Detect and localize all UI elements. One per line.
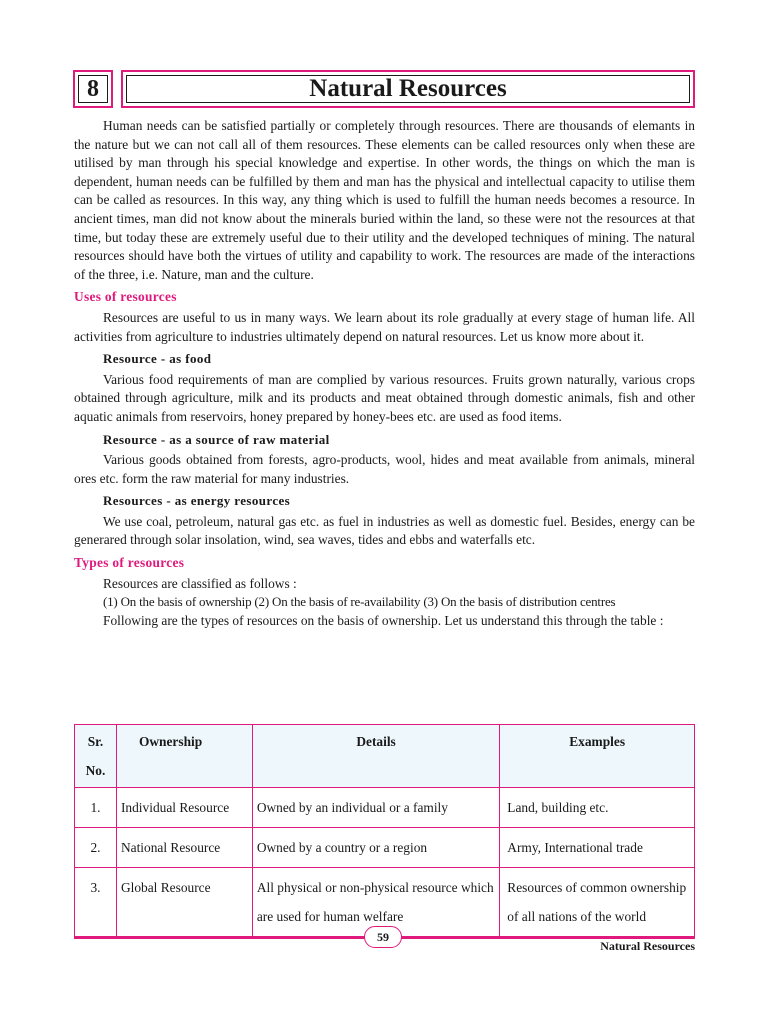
ownership-table xyxy=(74,724,695,937)
chapter-title-text: Natural Resources xyxy=(309,75,507,102)
food-heading: Resource - as food xyxy=(103,351,212,367)
types-line-1: Resources are classified as follows : xyxy=(103,575,297,591)
cell-sr: 2. xyxy=(75,828,117,868)
cell-details: Owned by an individual or a family xyxy=(252,788,499,828)
raw-material-paragraph: Various goods obtained from forests, agro-products, wool, hides and meat available from animals, mineral ores etc. form the raw material for many industries. xyxy=(74,452,695,486)
header-examples: Examples xyxy=(500,725,695,788)
header-ownership: Ownership xyxy=(116,725,252,788)
uses-heading: Uses of resources xyxy=(74,289,177,305)
cell-details: Owned by a country or a region xyxy=(252,828,499,868)
cell-details: All physical or non-physical resource which are used for human welfare xyxy=(252,868,499,937)
cell-examples: Resources of common ownership of all nations of the world xyxy=(500,868,695,937)
types-line-2: (1) On the basis of ownership (2) On the basis of re-availability (3) On the basis of distribution centres xyxy=(103,594,616,610)
page-content xyxy=(74,117,695,630)
cell-examples: Army, International trade xyxy=(500,828,695,868)
cell-ownership: National Resource xyxy=(116,828,252,868)
types-heading: Types of resources xyxy=(74,555,185,571)
energy-heading: Resources - as energy resources xyxy=(103,493,291,509)
page-number xyxy=(364,926,402,948)
header-details: Details xyxy=(252,725,499,788)
footer-title: Natural Resources xyxy=(600,939,695,953)
raw-material-heading: Resource - as a source of raw material xyxy=(103,431,330,447)
cell-ownership: Individual Resource xyxy=(116,788,252,828)
table-row xyxy=(75,828,695,868)
cell-examples: Land, building etc. xyxy=(500,788,695,828)
chapter-number-text: 8 xyxy=(87,75,99,102)
types-line-3: Following are the types of resources on the basis of ownership. Let us understand this through the table : xyxy=(103,612,664,628)
table-row xyxy=(75,788,695,828)
header-sr-no: Sr. No. xyxy=(75,725,117,788)
cell-sr: 3. xyxy=(75,868,117,937)
food-paragraph: Various food requirements of man are complied by various resources. Fruits grown naturally, various crops obtained through agriculture, milk and its products and meat obtained through domestic animals, fish and other aquatic animals from reservoirs, honey prepared by honey-bees etc. are used as food items. xyxy=(74,371,695,424)
chapter-number xyxy=(73,70,113,108)
page-number-text: 59 xyxy=(377,929,389,944)
intro-paragraph: Human needs can be satisfied partially or completely through resources. There are thousands of elemants in the nature but we can not call all of them resources. These elements can be called resources only when these are utilised by man through his special knowledge and expertise. In other words, the things on which the man is dependent, human needs can be fulfilled by them and man has the physical and intellectual capacity to utilise them can be called as resources. In this way, any thing which is used to fulfill the human needs becomes a resource. In ancient times, man did not know about the minerals buried within the land, so these were not the resources at that time, but today these are extremely useful due to their utility and the developed techniques of mining. The natural resources should have both the virtues of utility and capability to work. The resources are made of the interactions of the three, i.e. Nature, man and the culture. xyxy=(74,118,695,282)
energy-paragraph: We use coal, petroleum, natural gas etc. as fuel in industries as well as domestic fuel. Besides, energy can be generared through solar insolation, wind, sea waves, tides and ebbs and waterfalls etc. xyxy=(74,513,695,548)
cell-sr: 1. xyxy=(75,788,117,828)
uses-paragraph: Resources are useful to us in many ways. We learn about its role gradually at every stage of human life. All activities from agriculture to industries ultimately depend on natural resources. Let us know more about it. xyxy=(74,309,695,344)
chapter-title xyxy=(121,70,695,108)
cell-ownership: Global Resource xyxy=(116,868,252,937)
table-header-row xyxy=(75,725,695,788)
